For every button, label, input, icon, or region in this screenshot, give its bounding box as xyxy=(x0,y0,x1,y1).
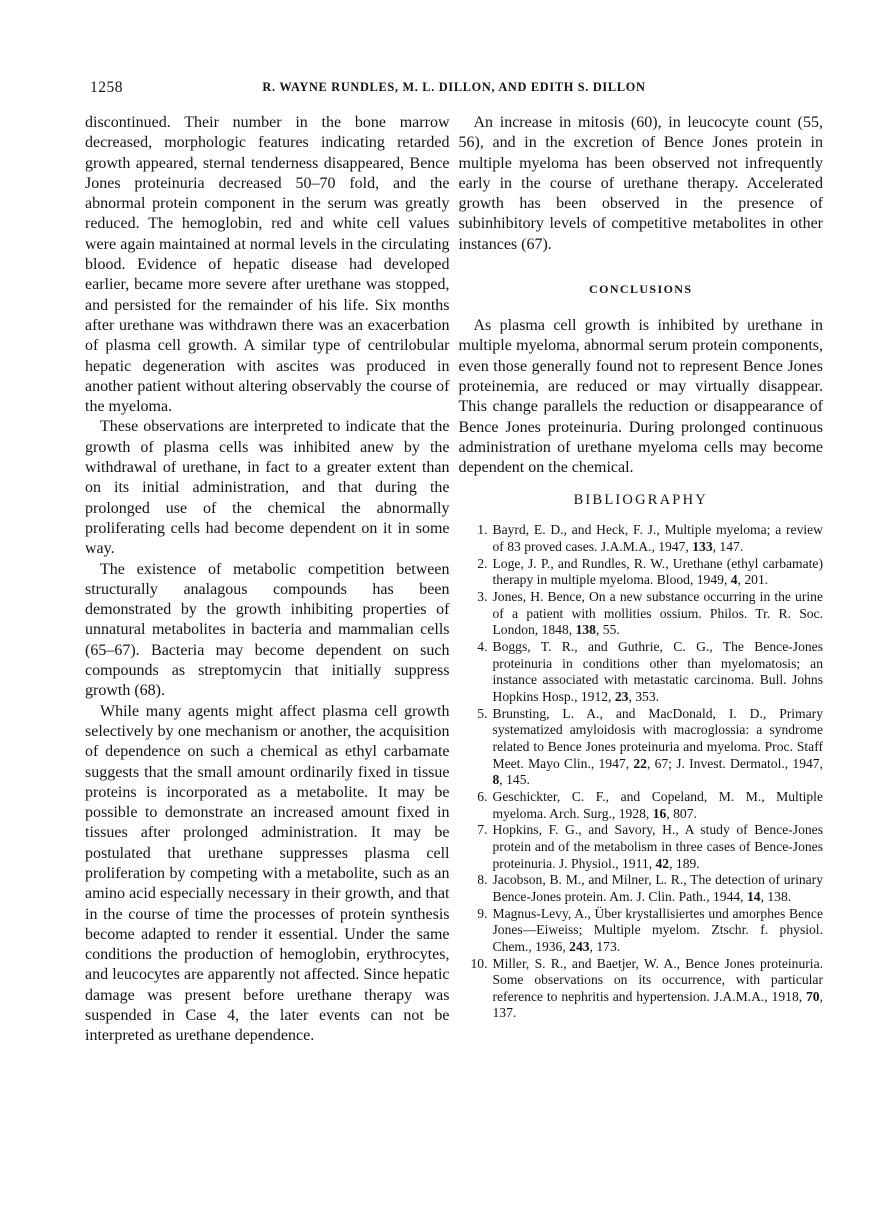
reference-text: Brunsting, L. A., and MacDonald, I. D., Primary systematized amyloidosis with macroglossia: a syndrome related to Bence Jones proteinuria and myeloma. Proc. Staff Meet. Mayo Clin., 1947, xyxy=(492,705,823,771)
reference-number: 6. xyxy=(477,788,488,804)
reference-text: Magnus-Levy, A., Über krystallisiertes und amorphes Bence Jones—Eiweiss; Multiple myelom. Ztschr. f. physiol. Chem., 1936, xyxy=(492,905,823,954)
reference-number: 8. xyxy=(477,872,488,888)
bibliography-heading: BIBLIOGRAPHY xyxy=(573,492,708,509)
reference-item xyxy=(459,589,824,639)
page-header xyxy=(85,80,823,97)
reference-text: , 201. xyxy=(737,572,769,588)
reference-text: Boggs, T. R., and Guthrie, C. G., The Bence-Jones proteinuria in conditions other than myelomatosis; an instance associated with metastatic carcinoma. Bull. Johns Hopkins Hosp., 1912, xyxy=(492,639,823,705)
reference-volume: 133 xyxy=(692,539,713,555)
reference-item xyxy=(459,706,824,789)
reference-item xyxy=(459,639,824,706)
reference-number: 9. xyxy=(477,905,488,921)
paragraph: While many agents might affect plasma cell growth selectively by one mechanism or another, the acquisition of dependence on such a chemical as ethyl carbamate suggests that the small amount ordinarily fixed in tissue proteins is incorporated as a metabolite. It may be possible to demonstrate an increased amount fixed in tissues after prolonged administration. It may be postulated that urethane suppresses plasma cell proliferation by competing with a metabolite, such as an amino acid especially necessary in their growth, and that in the course of time the processes of protein synthesis become adapted to render it essential. Under the same conditions the production of hemoglobin, erythrocytes, and leucocytes are apparently not affected. Since hepatic damage was present before urethane therapy was suspended in Case 4, the later events can not be interpreted as urethane dependence. xyxy=(85,702,450,1045)
reference-volume: 243 xyxy=(569,938,590,954)
paragraph: The existence of metabolic competition between structurally analagous compounds has been demonstrated by the growth inhibiting properties of unnatural metabolites in bacteria and mammalian cells (65–67). Bacteria may become dependent on such compounds as streptomycin that initially suppress growth (68). xyxy=(85,560,450,700)
reference-volume: 138 xyxy=(575,622,596,638)
reference-text: , 353. xyxy=(628,689,660,705)
reference-number: 7. xyxy=(477,822,488,838)
reference-text: , 189. xyxy=(669,855,700,871)
paragraph-continuation: discontinued. Their number in the bone marrow decreased, morphologic features indicating retarded growth appeared, sternal tenderness disappeared, Bence Jones proteinuria decreased 50–70 fold, and the abnormal protein component in the serum was greatly reduced. The hemoglobin, red and white cell values were again maintained at normal levels in the circulating blood. Evidence of hepatic disease had developed earlier, became more severe after urethane was stopped, and persisted for the remainder of his life. Six months after urethane was withdrawn there was an exacerbation of plasma cell growth. A similar type of centrilobular hepatic degeneration with ascites was produced in another patient without altering observably the course of the myeloma. xyxy=(85,114,450,416)
reference-text: Loge, J. P., and Rundles, R. W., Urethane (ethyl carbamate) therapy in multiple myeloma. Blood, 1949, xyxy=(492,555,823,588)
reference-item xyxy=(459,906,824,956)
reference-item xyxy=(459,872,824,905)
reference-volume: 14 xyxy=(746,888,761,904)
reference-text: Miller, S. R., and Baetjer, W. A., Bence Jones proteinuria. Some observations on its occurrence, with particular reference to nephritis and hypertension. J.A.M.A., 1918, xyxy=(492,955,823,1004)
reference-volume: 70 xyxy=(806,988,820,1004)
reference-volume: 42 xyxy=(655,855,670,871)
reference-volume: 8 xyxy=(492,772,500,788)
reference-volume: 22 xyxy=(633,755,647,771)
reference-number: 3. xyxy=(477,589,488,605)
running-title: R. WAYNE RUNDLES, M. L. DILLON, AND EDITH S. DILLON xyxy=(262,80,646,94)
reference-text: , 55. xyxy=(595,622,620,638)
reference-item xyxy=(459,789,824,822)
reference-text: Geschickter, C. F., and Copeland, M. M., Multiple myeloma. Arch. Surg., 1928, xyxy=(492,788,823,821)
reference-volume: 4 xyxy=(730,572,738,588)
reference-text: , 807. xyxy=(666,805,697,821)
reference-number: 2. xyxy=(477,555,488,571)
page-number: 1258 xyxy=(90,79,123,96)
reference-number: 10. xyxy=(470,955,488,971)
reference-text: , 173. xyxy=(589,938,621,954)
reference-volume: 23 xyxy=(614,689,629,705)
reference-number: 1. xyxy=(477,522,488,538)
reference-text: , 67; J. Invest. Dermatol., 1947, xyxy=(646,755,823,771)
reference-text: , 137. xyxy=(492,988,823,1021)
paragraph: These observations are interpreted to indicate that the growth of plasma cells was inhibited anew by the withdrawal of urethane, in fact to a greater extent than on its initial administration, and that during the prolonged use of the chemical the abnormally proliferating cells had become dependent on it in some way. xyxy=(85,418,450,558)
reference-text: , 138. xyxy=(760,888,792,904)
reference-text: Bayrd, E. D., and Heck, F. J., Multiple myeloma; a review of 83 proved cases. J.A.M.A., 1947, xyxy=(492,522,823,555)
reference-item xyxy=(459,522,824,555)
reference-text: Hopkins, F. G., and Savory, H., A study of Bence-Jones protein and of the metabolism in three cases of Bence-Jones proteinuria. J. Physiol., 1911, xyxy=(492,822,823,871)
right-column xyxy=(459,113,824,1047)
conclusions-heading: CONCLUSIONS xyxy=(589,282,693,297)
reference-item xyxy=(459,556,824,589)
paragraph: An increase in mitosis (60), in leucocyte count (55, 56), and in the excretion of Bence Jones protein in multiple myeloma has been observed not infrequently early in the course of urethane therapy. Accelerated growth has been observed in the presence of subinhibitory levels of competitive metabolites in other instances (67). xyxy=(458,114,823,253)
reference-text: , 147. xyxy=(712,539,744,555)
reference-number: 4. xyxy=(477,639,488,655)
reference-volume: 16 xyxy=(652,805,667,821)
reference-item xyxy=(459,956,824,1023)
reference-item xyxy=(459,822,824,872)
reference-list xyxy=(459,522,824,1022)
reference-text: Jones, H. Bence, On a new substance occurring in the urine of a patient with mollities ossium. Philos. Tr. R. Soc. London, 1848, xyxy=(492,589,823,638)
reference-number: 5. xyxy=(477,705,488,721)
reference-text: Jacobson, B. M., and Milner, L. R., The detection of urinary Bence-Jones protein. Am. J. Clin. Path., 1944, xyxy=(492,872,823,904)
left-column xyxy=(85,113,450,1047)
reference-text: , 145. xyxy=(499,772,530,788)
conclusions-paragraph: As plasma cell growth is inhibited by urethane in multiple myeloma, abnormal serum protein components, even those generally found not to represent Bence Jones proteinemia, are reduced or may virtually disappear. This change parallels the reduction or disappearance of Bence Jones proteinuria. During prolonged continuous administration of urethane myeloma cells may become dependent on the chemical. xyxy=(458,317,823,477)
two-column-body xyxy=(85,113,823,1047)
